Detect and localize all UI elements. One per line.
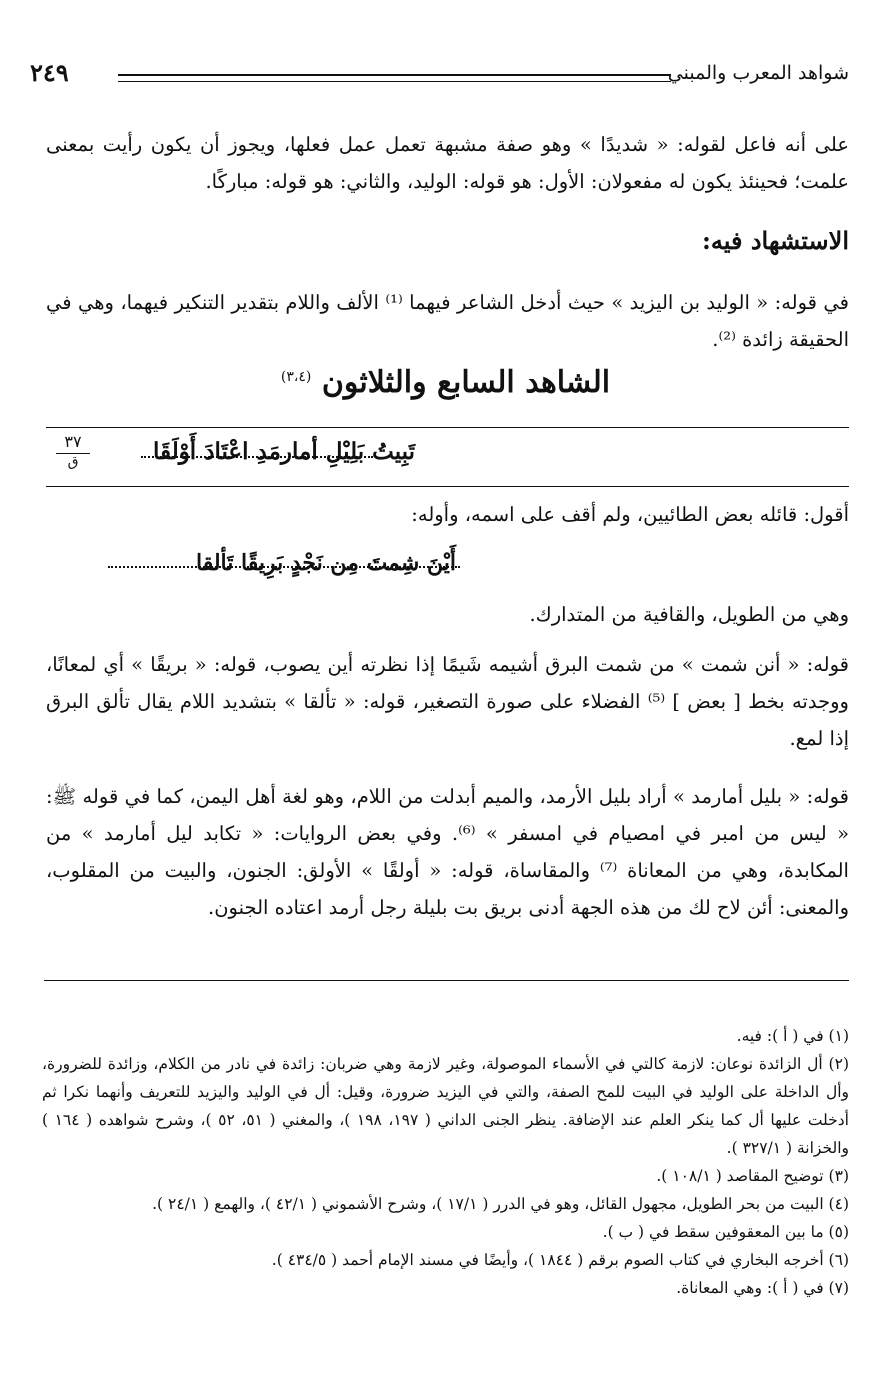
istishhad-heading: الاستشهاد فيه: — [702, 226, 849, 255]
body-paragraph-1: أقول: قائله بعض الطائيين، ولم أقف على اسمه، وأوله: — [411, 503, 849, 526]
footnote-item: (٣) توضيح المقاصد ( ١٠٨/١ ). — [656, 1167, 849, 1185]
verse-dots — [141, 456, 373, 458]
page-number: ٢٤٩ — [30, 58, 69, 87]
hemistich-dots — [108, 566, 460, 568]
footnote-rule — [44, 980, 849, 981]
istishhad-paragraph: في قوله: « الوليد بن اليزيد » حيث أدخل الشاعر فيهما ⁽¹⁾ الألف واللام بتقدير التنكير فيهما، وهي في الحقيقة زائدة ⁽²⁾. — [46, 291, 849, 351]
footnote-item: (٢) أل الزائدة نوعان: لازمة كالتي في الأسماء الموصولة، وغير لازمة وهي ضربان: زائدة في نادر من الكلام، وزائدة للضرورة، وأل الداخلة على الوليد في البيت للمح الصفة، والتي في اليزيد ضرورة، وقيل: أل في الوليد واليزيد للتعريف وأنهما نكرا ثم أدخلت عليها أل كما ينكر العلم عند الإضافة. ينظر الجنى الداني ( ١٩٧، ١٩٨ )، والمغني ( ٥١، ٥٢ )، وشرح شواهده ( ١٦٤ ) والخزانة ( ٣٢٧/١ ). — [42, 1055, 849, 1157]
body-paragraph-2: وهي من الطويل، والقافية من المتدارك. — [529, 603, 849, 626]
footnote-item: (١) في ( أ ): فيه. — [736, 1027, 849, 1045]
verse-number-value: ٣٧ — [56, 432, 90, 454]
header-rule — [118, 74, 671, 82]
body-paragraph-3: قوله: « أنن شمت » من شمت البرق أشيمه شَيمًا إذا نظرته أين يصوب، قوله: « بريقًا » أي لمعانًا، ووجدته بخط [ بعض ] ⁽⁵⁾ الفضلاء على صورة التصغير، قوله: « تألقا » بتشديد اللام يقال تألق البرق إذا لمع. — [46, 653, 849, 750]
footnote-item: (٧) في ( أ ): وهي المعاناة. — [676, 1279, 849, 1297]
chapter-note-refs: (٣،٤) — [280, 369, 312, 385]
page-header — [30, 58, 849, 98]
footnote-item: (٤) البيت من بحر الطويل، مجهول القائل، وهو في الدرر ( ١٧/١ )، وشرح الأشموني ( ٤٢/١ )، والهمع ( ٢٤/١ ). — [152, 1195, 849, 1213]
chapter-title-text: الشاهد السابع والثلاثون — [321, 365, 611, 400]
footnote-item: (٦) أخرجه البخاري في كتاب الصوم برقم ( ١٨٤٤ )، وأيضًا في مسند الإمام أحمد ( ٤٣٤/٥ ). — [271, 1251, 849, 1269]
footnotes-list — [42, 1022, 849, 1302]
intro-paragraph: على أنه فاعل لقوله: « شديدًا » وهو صفة مشبهة تعمل عمل فعلها، ويجوز أن يكون رأيت بمعنى علمت؛ فحينئذ يكون له مفعولان: الأول: هو قوله: الوليد، والثاني: هو قوله: مباركًا. — [46, 133, 849, 193]
footnote-item: (٥) ما بين المعقوفين سقط في ( ب ). — [602, 1223, 849, 1241]
running-title: شواهد المعرب والمبني — [667, 62, 849, 84]
verse-text: تَبِيتُ بَلِيْلِ أمارمَدِ اعْتَادَ أَوْلَقَا — [153, 438, 415, 465]
first-hemistich: أَيْنَ شِمتَ مِن نَجْدٍ بَرِيقًا تَألقا — [195, 550, 456, 576]
chapter-title — [0, 365, 891, 400]
verse-meter-letter: ق — [67, 454, 79, 470]
body-paragraph-4: قوله: « بليل أمارمد » أراد بليل الأرمد، والميم أبدلت من اللام، وهو لغة أهل اليمن، كما في قوله ﷺ: « ليس من امبر في امصيام في امسفر » ⁽⁶⁾. وفي بعض الروايات: « تكابد ليل أمارمد » من المكابدة، وهي من المعاناة ⁽⁷⁾ والمقاساة، قوله: « أولقًا » الأولق: الجنون، والبيت من المقلوب، والمعنى: أئن لاح لك من هذه الجهة أدنى بريق بت بليلة رجل أرمد اعتاده الجنون. — [46, 785, 850, 919]
verse-number — [56, 432, 90, 470]
verse-box — [46, 427, 849, 487]
